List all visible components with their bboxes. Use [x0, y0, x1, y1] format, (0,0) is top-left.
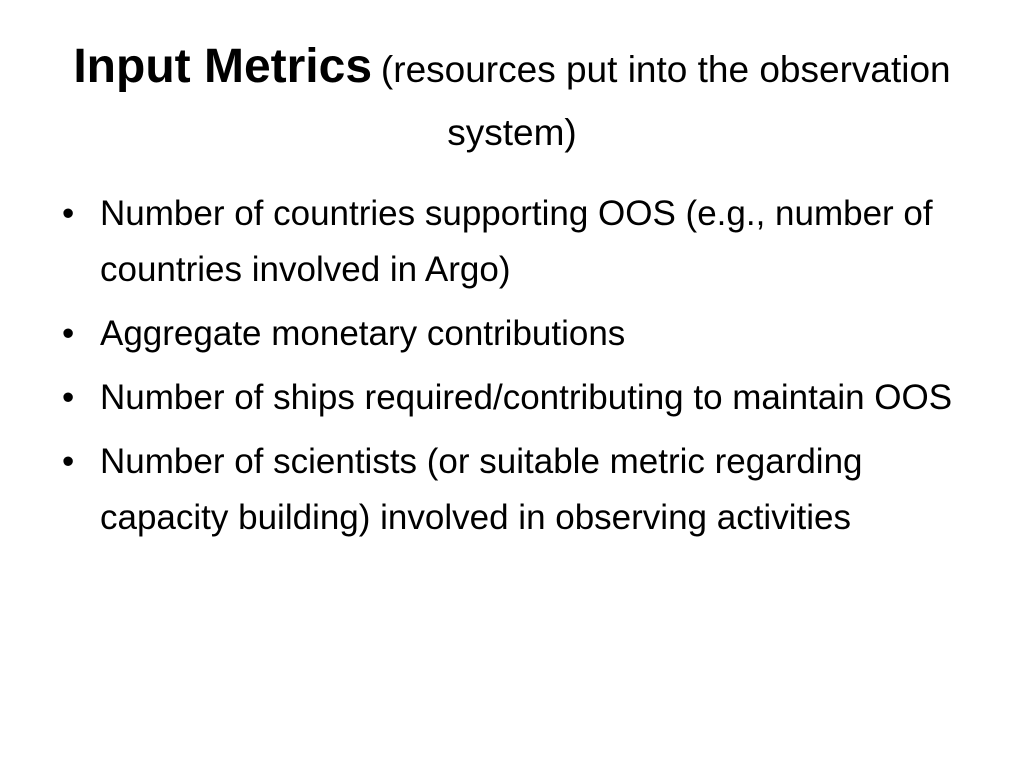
bullet-icon: • — [62, 314, 75, 353]
title-main: Input Metrics — [73, 40, 373, 93]
bullet-text: Number of scientists (or suitable metric regarding capacity building) involved in observing activities — [100, 442, 863, 537]
bullet-list — [60, 186, 960, 554]
bullet-icon: • — [62, 378, 75, 417]
bullet-text: Number of countries supporting OOS (e.g., number of countries involved in Argo) — [100, 194, 933, 289]
bullet-item-monetary — [60, 306, 960, 362]
bullet-item-ships — [60, 370, 960, 426]
bullet-icon: • — [62, 442, 75, 481]
slide-title — [60, 36, 964, 165]
title-subtitle: (resources put into the observation system) — [380, 49, 951, 153]
bullet-item-countries — [60, 186, 960, 298]
bullet-icon: • — [62, 194, 75, 233]
bullet-text: Aggregate monetary contributions — [100, 314, 626, 353]
bullet-text: Number of ships required/contributing to maintain OOS — [100, 378, 953, 417]
bullet-item-scientists — [60, 434, 960, 546]
